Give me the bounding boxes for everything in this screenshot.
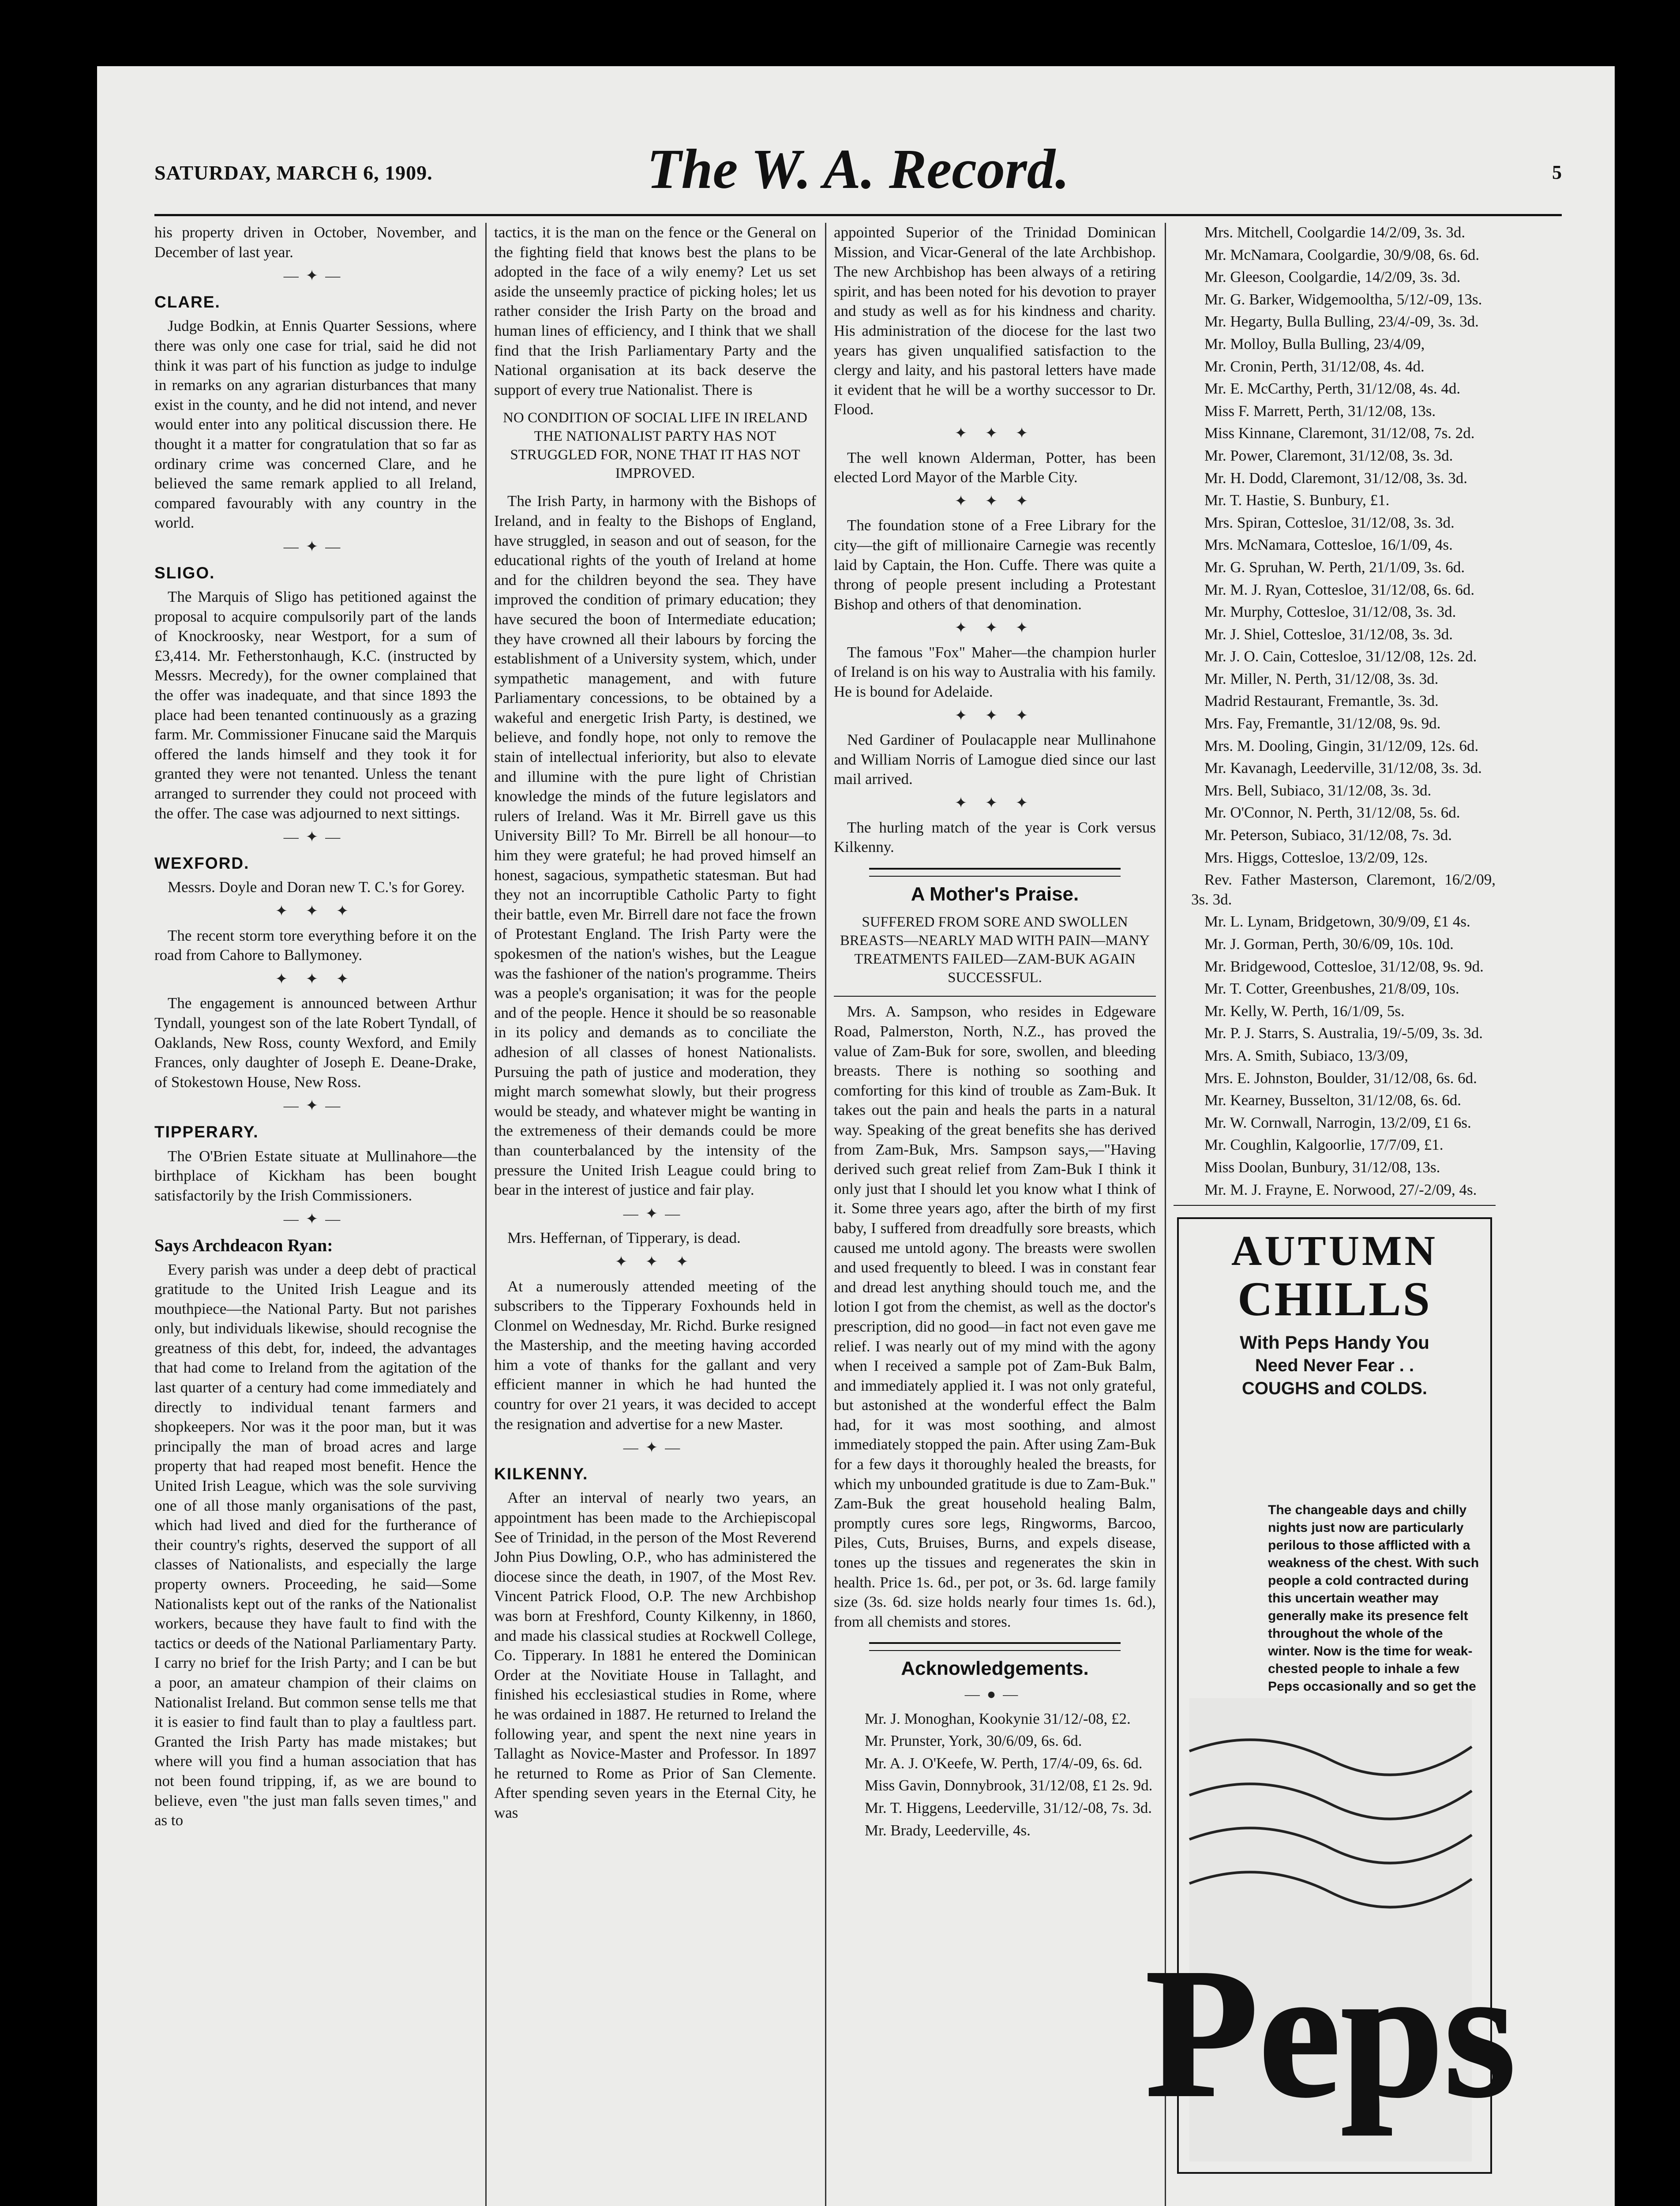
list-item: Mr. Coughlin, Kalgoorlie, 17/7/09, £1. [1204, 1136, 1444, 1154]
list-item: Mr. A. J. O'Keefe, W. Perth, 17/4/-09, 6s. 6d. [865, 1754, 1143, 1772]
list-item: Mrs. E. Johnston, Boulder, 31/12/08, 6s. 6d. [1204, 1069, 1477, 1087]
list-item: Mr. M. J. Frayne, E. Norwood, 27/-2/09, 4s. [1204, 1181, 1477, 1198]
ornament-divider: —✦— [283, 268, 348, 285]
list-item: Mr. J. Shiel, Cottesloe, 31/12/08, 3s. 3d. [1204, 625, 1453, 643]
ornament-divider: ✦ ✦ ✦ [954, 707, 1035, 724]
paragraph: Ned Gardiner of Poulacapple near Mullinahone and William Norris of Lamogue died since our last mail arrived. [834, 731, 1156, 788]
section-heading-wexford: WEXFORD. [154, 854, 250, 872]
list-item: Mr. Murphy, Cottesloe, 31/12/08, 3s. 3d. [1204, 603, 1456, 621]
list-item: Mr. Bridgewood, Cottesloe, 31/12/08, 9s. 9d. [1204, 957, 1484, 975]
paragraph: At a numerously attended meeting of the subscribers to the Tipperary Foxhounds held in Clonmel on Wednesday, Mr. Richd. Burke resigned the Mastership, and the meeting having accorded him a vote of thanks for the gallant and very efficient manner in which he had hunted the country for over 21 years, it was decided to accept the resignation and advertise for a new Master. [494, 1277, 816, 1433]
list-item: Mr. G. Spruhan, W. Perth, 21/1/09, 3s. 6d. [1204, 558, 1465, 576]
ornament-divider: ✦ ✦ ✦ [954, 493, 1035, 510]
paragraph: Mrs. Heffernan, of Tipperary, is dead. [507, 1229, 741, 1247]
paragraph: The famous "Fox" Maher—the champion hurler of Ireland is on his way to Australia with his family. He is bound for Adelaide. [834, 643, 1156, 701]
ad-tagline: Need Never Fear . . [1255, 1356, 1414, 1376]
list-item: Mr. E. McCarthy, Perth, 31/12/08, 4s. 4d. [1204, 380, 1461, 398]
list-item: Mr. Molloy, Bulla Bulling, 23/4/09, [1204, 335, 1425, 353]
list-item: Mr. O'Connor, N. Perth, 31/12/08, 5s. 6d. [1204, 804, 1460, 822]
list-item: Mr. Miller, N. Perth, 31/12/08, 3s. 3d. [1204, 670, 1439, 687]
paragraph: appointed Superior of the Trinidad Dominican Mission, and Vicar-General of the late Archbishop. The new Archbishop has been always of a retiring spirit, and has been noted for his devotion to prayer and study as well as for his kindness and charity. His administration of the diocese for the last two years has given unqualified satisfaction to the clergy and laity, and his pastoral letters have made it evident that he will be a worthy successor to Dr. Flood. [834, 224, 1156, 418]
paragraph: The hurling match of the year is Cork versus Kilkenny. [834, 818, 1156, 856]
list-item: Mrs. A. Smith, Subiaco, 13/3/09, [1204, 1047, 1408, 1064]
paragraph: The engagement is announced between Arthur Tyndall, youngest son of the late Robert Tyndall, of Oaklands, New Ross, county Wexford, and Emily Frances, only daughter of Joseph E. Deane-Drake, of Stokestown House, New Ross. [154, 994, 476, 1091]
list-item: Mr. G. Barker, Widgemooltha, 5/12/-09, 13s. [1204, 290, 1482, 308]
page-number: 5 [1552, 161, 1562, 183]
section-heading-archdeacon-ryan: Says Archdeacon Ryan: [154, 1235, 333, 1255]
paragraph: After an interval of nearly two years, an appointment has been made to the Archiepiscopal See of Trinidad, in the person of the Most Reverend John Pius Dowling, O.P., who has administered the diocese since the death, in 1907, of the Most Rev. Vincent Patrick Flood, O.P. The new Archbishop was born at Freshford, County Kilkenny, in 1860, and made his classical studies at Rockwell College, Co. Tipperary. In 1881 he entered the Dominican Order at the Novitiate House in Tallaght, and finished his ecclesiastical studies in Rome, where he was ordained in 1887. He returned to Ireland the following year, and spent the next nine years in Tallaght as Novice-Master and Professor. In 1897 he returned to Rome as Prior of San Clemente. After spending seven years in the Eternal City, he was [494, 1489, 816, 1821]
list-item: Mr. Brady, Leederville, 4s. [865, 1821, 1031, 1839]
list-item: Mrs. Bell, Subiaco, 31/12/08, 3s. 3d. [1204, 781, 1432, 799]
ornament-divider: ✦ ✦ ✦ [954, 620, 1035, 637]
list-item: Mr. Kavanagh, Leederville, 31/12/08, 3s. 3d. [1204, 759, 1482, 777]
list-item: Mr. T. Hastie, S. Bunbury, £1. [1204, 491, 1390, 509]
list-item: Miss F. Marrett, Perth, 31/12/08, 13s. [1204, 402, 1436, 420]
list-item: Mr. McNamara, Coolgardie, 30/9/08, 6s. 6d. [1204, 246, 1480, 263]
peps-advertisement [1145, 1217, 1516, 2174]
list-item: Mrs. Spiran, Cottesloe, 31/12/08, 3s. 3d. [1204, 514, 1455, 531]
newspaper-title: The W. A. Record. [647, 138, 1069, 200]
article-title-mothers-praise: A Mother's Praise. [911, 883, 1079, 905]
ad-body-text: The changeable days and chilly nights just now are particularly perilous to those afflicted with a weakness of the chest. With such people a cold contracted during this uncertain weather may generally make its presence felt throughout the whole of the winter. Now is the time for weak-chested people to inhale a few Peps occasionally and so get the [1268, 1503, 1479, 1694]
list-item: Mr. Prunster, York, 30/6/09, 6s. 6d. [865, 1732, 1082, 1750]
divider [1174, 1205, 1496, 1206]
acknowledgements-list [1174, 223, 1496, 1200]
paragraph: The recent storm tore everything before it on the road from Cahore to Ballymoney. [154, 927, 476, 964]
list-item: Mr. J. O. Cain, Cottesloe, 31/12/08, 12s. 2d. [1204, 648, 1477, 665]
list-item: Miss Doolan, Bunbury, 31/12/08, 13s. [1204, 1158, 1440, 1176]
section-heading-sligo: SLIGO. [154, 563, 215, 582]
list-item: Mr. Power, Claremont, 31/12/08, 3s. 3d. [1204, 446, 1453, 464]
ad-tagline: With Peps Handy You [1240, 1332, 1429, 1353]
list-item: Mr. P. J. Starrs, S. Australia, 19/-5/09, 3s. 3d. [1204, 1024, 1483, 1042]
issue-date: SATURDAY, MARCH 6, 1909. [154, 161, 433, 184]
section-heading-kilkenny: KILKENNY. [494, 1464, 589, 1483]
paragraph: The foundation stone of a Free Library for the city—the gift of millionaire Carnegie was recently laid by Captain, the Hon. Cuffe. There was quite a throng of people present including a Protestant Bishop and others of that denomination. [834, 517, 1156, 613]
list-item: Mr. M. J. Ryan, Cottesloe, 31/12/08, 6s. 6d. [1204, 581, 1475, 598]
ornament-divider: —✦— [283, 538, 348, 555]
list-item: Mr. Kelly, W. Perth, 16/1/09, 5s. [1204, 1002, 1405, 1020]
newspaper-page [97, 66, 1615, 2206]
column-divider [825, 223, 826, 2206]
ornament-divider: ✦ ✦ ✦ [615, 1253, 696, 1270]
list-item: Mr. Gleeson, Coolgardie, 14/2/09, 3s. 3d. [1204, 268, 1461, 286]
section-heading-clare: CLARE. [154, 293, 221, 311]
ornament-divider: —✦— [283, 829, 348, 846]
column-divider [485, 223, 487, 2206]
acknowledgements-list [834, 1709, 1156, 1841]
column-1 [154, 223, 476, 2206]
ornament-divider: —✦— [283, 1211, 348, 1228]
article-rule [869, 868, 1121, 877]
capitals-callout: NO CONDITION OF SOCIAL LIFE IN IRELAND THE NATIONALIST PARTY HAS NOT STRUGGLED FOR, NONE THAT IT HAS NOT IMPROVED. [503, 410, 807, 482]
paragraph: tactics, it is the man on the fence or the General on the fighting field that knows best the plans to be adopted in the face of a wily enemy? Let us set aside the unseemly practice of picking holes; let us rather consider the Irish Party on the broad and human lines of efficiency, and I think that we shall find that the Irish Parliamentary Party and the National organisation at its back deserve the support of every true Nationalist. There is [494, 224, 816, 398]
list-item: Miss Kinnane, Claremont, 31/12/08, 7s. 2d. [1204, 424, 1475, 442]
column-3 [834, 223, 1156, 2206]
column-2 [494, 223, 816, 2206]
list-item: Mrs. McNamara, Cottesloe, 16/1/09, 4s. [1204, 536, 1453, 554]
paragraph: his property driven in October, November, and December of last year. [154, 224, 476, 261]
article-rule [869, 1642, 1121, 1651]
ornament-divider: —✦— [623, 1205, 687, 1222]
ornament-divider: ✦ ✦ ✦ [954, 425, 1035, 442]
list-item: Mrs. Fay, Fremantle, 31/12/08, 9s. 9d. [1204, 715, 1441, 732]
list-item: Mr. W. Cornwall, Narrogin, 13/2/09, £1 6s. [1204, 1114, 1471, 1131]
list-item: Mr. T. Higgens, Leederville, 31/12/-08, 7s. 3d. [865, 1799, 1152, 1816]
peps-brand-icon [1145, 1698, 1516, 2161]
list-item: Mrs. Higgs, Cottesloe, 13/2/09, 12s. [1204, 848, 1428, 866]
list-item: Mr. Kearney, Busselton, 31/12/08, 6s. 6d. [1204, 1092, 1461, 1109]
article-subheading: SUFFERED FROM SORE AND SWOLLEN BREASTS—NEARLY MAD WITH PAIN—MANY TREATMENTS FAILED—ZAM-BUK AGAIN SUCCESSFUL. [840, 914, 1150, 986]
ad-headline: CHILLS [1238, 1272, 1432, 1326]
list-item: Mr. Peterson, Subiaco, 31/12/08, 7s. 3d. [1204, 826, 1452, 844]
list-item: Mr. Cronin, Perth, 31/12/08, 4s. 4d. [1204, 357, 1425, 375]
masthead [154, 137, 1562, 207]
ornament-divider: ✦ ✦ ✦ [275, 903, 356, 919]
ornament-divider: ✦ ✦ ✦ [275, 971, 356, 987]
paragraph: The Irish Party, in harmony with the Bishops of Ireland, and in fealty to the Bishops of England, have struggled, in season and out of season, for the educational rights of the youth of Ireland at home and for the children beyond the sea. They have improved the condition of primary education; they have secured the boon of Intermediate education; they have crowned all their labours by forcing the establishment of a University system, which, under sympathetic management, and with future Parliamentary concessions, to be obtained by a wakeful and energetic Irish Party, is destined, we believe, and fondly hope, not only to remove the stain of intellectual inferiority, but also to elevate and illumine with the pure light of Christian knowledge the minds of the future legislators and rulers of Ireland. Was it Mr. Birrell gave us this University Bill? To Mr. Birrell be all honour—to him they were grateful; he had proved himself an honest, sagacious, sympathetic statesman. But had they not an incorruptible Catholic Party to fight their battle, even Mr. Birrell dare not face the frown of Protestant England. The Irish Party were the spokesmen of the nation's wishes, but the League was the fashioner of the nation's programme. Theirs was a people's organisation; it was for the people and of the people. Hence it should be so reasonable in its policy and demands as to conciliate the adhesion of all classes of honest Nationalists. Pursuing the path of justice and moderation, they might march somewhat slowly, but their progress would be steady, and whatever might be wanting in the extremeness of their demands could be more than counterbalanced by the intensity of the pressure the United Irish League could bring to bear in the interest of justice and fair play. [494, 492, 816, 1199]
list-item: Mr. Hegarty, Bulla Bulling, 23/4/-09, 3s. 3d. [1204, 313, 1479, 330]
column-divider [1165, 223, 1166, 2206]
masthead-rule [154, 214, 1562, 216]
ad-brand-name: Peps [1145, 1930, 1516, 2136]
paragraph: The well known Alderman, Potter, has been elected Lord Mayor of the Marble City. [834, 449, 1156, 486]
paragraph: The Marquis of Sligo has petitioned against the proposal to acquire compulsorily part of the lands of Knockroosky, near Westport, for a sum of £3,414. Mr. Fetherstonhaugh, K.C. (instructed by Messrs. Mecredy), for the owner complained that the offer was inadequate, and that since 1893 the place had been tenanted continuously as a grazing farm. Mr. Commissioner Finucane said the Marquis offered the lands himself and they took it for granted they were not tenanted. Unless the tenant arranged to surrender they could not proceed with the offer. The case was adjourned to next sittings. [154, 588, 476, 822]
list-item: Mr. J. Monoghan, Kookynie 31/12/-08, £2. [865, 1710, 1131, 1727]
ornament-divider: —✦— [283, 1098, 348, 1114]
ad-headline: AUTUMN [1231, 1227, 1438, 1275]
ornament-divider: —●— [964, 1686, 1025, 1703]
paragraph: Judge Bodkin, at Ennis Quarter Sessions, where there was only one case for trial, said he did not think it was part of his function as judge to indulge in remarks on any agrarian disturbances that many exist in the county, and he did not intend, and never would enter into any political discussion there. He thought it a matter for congratulation that so far as ordinary crime was concerned Clare, and he believed the same remark applied to all Ireland, compared favourably with any country in the world. [154, 317, 476, 532]
list-item: Mrs. Mitchell, Coolgardie 14/2/09, 3s. 3d. [1204, 224, 1466, 241]
acknowledgements-title: Acknowledgements. [901, 1658, 1089, 1680]
list-item: Mr. T. Cotter, Greenbushes, 21/8/09, 10s. [1204, 980, 1459, 998]
paragraph: Mrs. A. Sampson, who resides in Edgeware Road, Palmerston, North, N.Z., has proved the value of Zam-Buk for sore, swollen, and bleeding breasts. There is nothing so soothing and comforting for this kind of trouble as Zam-Buk. It takes out the pain and heals the parts in a natural way. Speaking of the great benefits she has derived from Zam-Buk, Mrs. Sampson says,—"Having derived such great relief from Zam-Buk I think it only just that I should let you know what I think of it. Some three years ago, after the birth of my first baby, I suffered from dreadfully sore breasts, which caused me untold agony. The breasts were swollen and used frequently to bleed. I was in constant fear and dread lest anything should touch me, and the lotion I got from the chemist, as well as the doctor's prescription, did no good—in fact not even gave me relief. I was nearly out of my mind with the agony when I received a sample pot of Zam-Buk Balm, and immediately applied it. I was not only grateful, but astonished at the wonderful effect the Balm had, for it was most soothing, and almost immediately stopped the pain. After using Zam-Buk for a few days it thoroughly healed the breasts, for which my unbounded gratitude is due to Zam-Buk." Zam-Buk the great household healing Balm, promptly cures sore legs, Ringworms, Barcoo, Piles, Cuts, Bruises, Burns, and expels disease, tones up the tissues and regenerates the skin in health. Price 1s. 6d., per pot, or 3s. 6d. large family size (3s. 6d. size holds nearly four times 1s. 6d.), from all chemists and stores. [834, 1003, 1156, 1630]
ornament-divider: —✦— [623, 1440, 687, 1456]
paragraph: The O'Brien Estate situate at Mullinahore—the birthplace of Kickham has been bought satisfactorily by the Irish Commissioners. [154, 1147, 476, 1204]
ad-tagline: COUGHS and COLDS. [1241, 1379, 1428, 1399]
paragraph: Messrs. Doyle and Doran new T. C.'s for Gorey. [168, 878, 465, 896]
divider [834, 996, 1156, 997]
section-heading-tipperary: TIPPERARY. [154, 1122, 259, 1141]
list-item: Mr. L. Lynam, Bridgetown, 30/9/09, £1 4s. [1204, 913, 1470, 930]
list-item: Miss Gavin, Donnybrook, 31/12/08, £1 2s. 9d. [865, 1777, 1153, 1794]
list-item: Rev. Father Masterson, Claremont, 16/2/09, 3s. 3d. [1191, 871, 1496, 908]
ornament-divider: ✦ ✦ ✦ [954, 795, 1035, 812]
list-item: Mr. H. Dodd, Claremont, 31/12/08, 3s. 3d. [1204, 469, 1467, 487]
column-4 [1145, 223, 1516, 2206]
list-item: Mr. J. Gorman, Perth, 30/6/09, 10s. 10d. [1204, 935, 1454, 953]
list-item: Madrid Restaurant, Fremantle, 3s. 3d. [1204, 692, 1439, 710]
list-item: Mrs. M. Dooling, Gingin, 31/12/09, 12s. 6d. [1204, 737, 1479, 754]
paragraph: Every parish was under a deep debt of practical gratitude to the United Irish League and its mouthpiece—the National Party. But not parishes only, but individuals likewise, should recognise the greatness of this debt, for, indeed, the advantages that had come to Ireland from the agitation of the last quarter of a century had come immediately and directly to individual tenant farmers and shopkeepers. Nor was it the poor man, but it was principally the man of broad acres and large property that had reaped most benefit. Hence the United Irish League, which was the sole surviving one of all those manly organisations of the past, which had lived and died for the furtherance of their country's rights, deserved the support of all classes of Nationalists, and especially the large property owners. Proceeding, he said—Some Nationalists kept out of the ranks of the Nationalist workers, because they have fault to find with the tactics or deeds of the National Parliamentary Party. I carry no brief for the Irish Party; and I can be but a poor, an amateur champion of their claims on Nationalist Ireland. But common sense tells me that it is easier to find fault than to play a faultless part. Granted the Irish Party has made mistakes; but where will you find a human association that has not been found tripping, if, as we are bound to believe, even "the just man falls seven times," and as to [154, 1261, 476, 1829]
